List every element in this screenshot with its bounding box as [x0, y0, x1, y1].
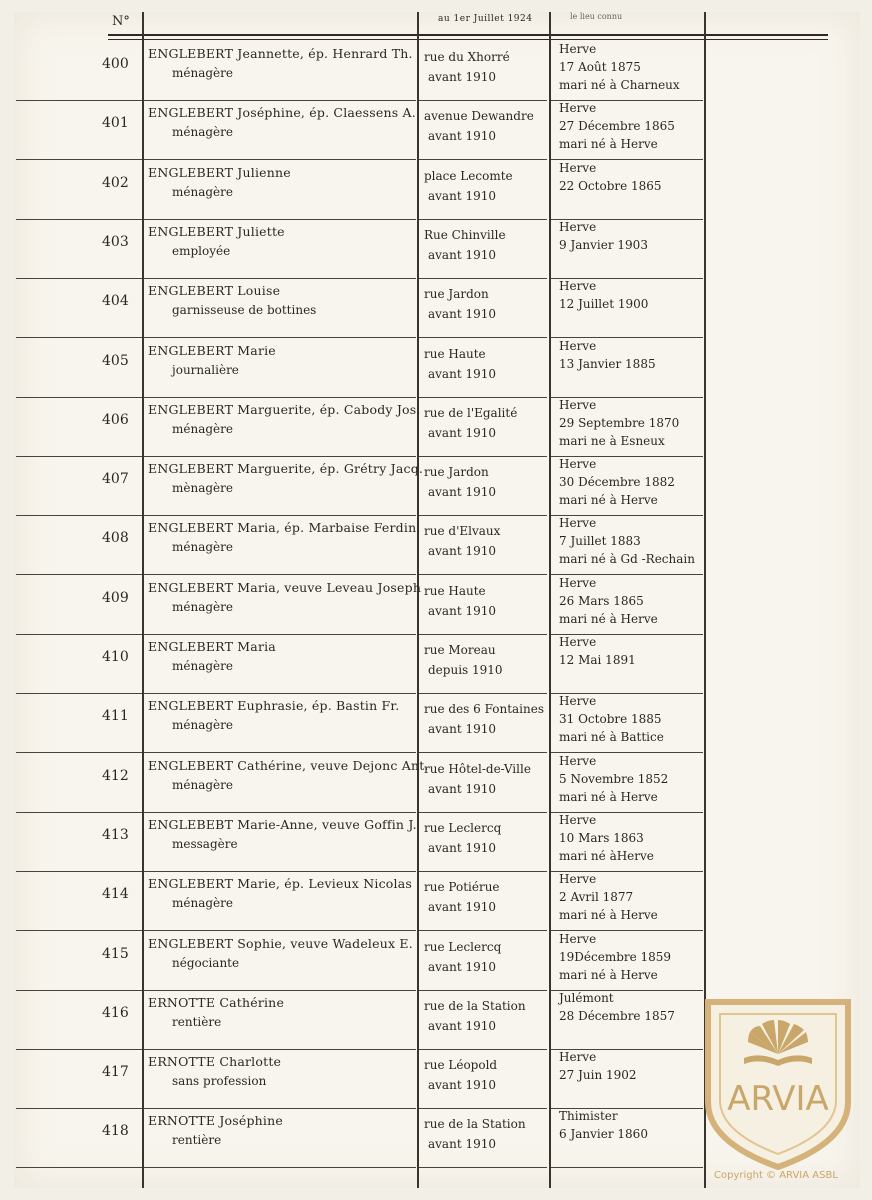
entry-since: avant 1910: [428, 603, 496, 618]
entry-spouse: mari né à Herve: [559, 908, 658, 923]
entry-number: 404: [102, 293, 129, 310]
entry-street: rue de la Station: [424, 1117, 526, 1132]
entry-since: avant 1910: [428, 307, 496, 322]
entry-occupation: ménagère: [172, 896, 233, 911]
entry-street: rue Moreau: [424, 643, 496, 657]
entry-name: ENGLEBERT Jeannette, ép. Henrard Th.: [148, 46, 413, 61]
entry-spouse: mari né à Herve: [559, 611, 658, 626]
entry-birth-place: Herve: [559, 753, 597, 768]
entry-birth-date: 6 Janvier 1860: [559, 1127, 648, 1142]
entry-birth-date: 5 Novembre 1852: [559, 771, 669, 786]
table-row: [14, 457, 860, 516]
entry-birth-date: 17 Août 1875: [559, 60, 641, 74]
entry-since: avant 1910: [428, 781, 496, 796]
entry-name: ENGLEBERT Marguerite, ép. Grétry Jacq.: [148, 461, 424, 477]
entry-name: ENGLEBERT Julienne: [148, 164, 291, 180]
header-date-label: au 1er Juillet 1924: [438, 14, 533, 24]
entry-number: 406: [102, 411, 129, 428]
header-rule: [108, 34, 828, 36]
table-row: [14, 101, 860, 160]
entry-name: ENGLEBERT Louise: [148, 283, 281, 299]
entry-birth-place: Herve: [559, 457, 597, 472]
entry-birth-date: 13 Janvier 1885: [559, 356, 656, 371]
entry-birth-place: Julémont: [559, 990, 614, 1005]
entry-name: ENGLEBERT Marie: [148, 342, 276, 358]
entry-street: rue Jardon: [424, 465, 489, 480]
table-row: [14, 516, 860, 575]
entry-birth-place: Herve: [559, 635, 597, 649]
entry-name: ENGLEBERT Maria, ép. Marbaise Ferdin.: [148, 520, 421, 536]
entry-birth-date: 19Décembre 1859: [559, 949, 672, 964]
entry-occupation: rentière: [172, 1133, 222, 1148]
entry-street: rue d'Elvaux: [424, 524, 501, 539]
entry-birth-place: Herve: [559, 812, 597, 827]
entry-occupation: mènagère: [172, 481, 233, 496]
entry-birth-place: Herve: [559, 219, 597, 234]
header-rule-thin: [108, 39, 828, 40]
header-col4-label: le lieu connu: [570, 12, 623, 21]
entry-street: rue du Xhorré: [424, 50, 510, 64]
entry-occupation: ménagère: [172, 125, 233, 140]
entry-birth-date: 22 Octobre 1865: [559, 178, 662, 193]
entry-spouse: mari né à Battice: [559, 730, 664, 745]
entry-birth-place: Herve: [559, 160, 597, 175]
table-row: [14, 754, 860, 813]
entry-since: avant 1910: [428, 722, 496, 737]
entry-name: ENGLEBERT Sophie, veuve Wadeleux E.: [148, 935, 413, 951]
entry-birth-place: Herve: [559, 279, 597, 294]
entry-number: 409: [102, 589, 129, 606]
entry-street: rue Potiérue: [424, 880, 500, 895]
entry-street: rue Haute: [424, 583, 486, 598]
entry-since: avant 1910: [428, 544, 496, 559]
entry-number: 411: [102, 708, 129, 725]
row-separator: [551, 1167, 703, 1168]
entry-street: rue des 6 Fontaines: [424, 702, 545, 717]
entry-name: ENGLEBERT Euphrasie, ép. Bastin Fr.: [148, 698, 400, 714]
entry-number: 416: [102, 1004, 129, 1021]
entry-occupation: ménagère: [172, 184, 233, 199]
entry-name: ENGLEBERT Marie, ép. Levieux Nicolas: [148, 876, 412, 892]
entry-street: rue Haute: [424, 346, 486, 361]
entry-birth-date: 12 Mai 1891: [559, 653, 636, 667]
entry-spouse: mari né à Charneux: [559, 78, 680, 92]
entry-street: rue de l'Egalité: [424, 405, 518, 420]
entry-birth-date: 7 Juillet 1883: [559, 534, 641, 549]
row-separator: [419, 1167, 547, 1168]
entry-occupation: ménagère: [172, 66, 233, 80]
row-separator: [16, 1167, 142, 1168]
entry-spouse: mari né àHerve: [559, 848, 654, 863]
entry-birth-place: Herve: [559, 397, 597, 412]
entry-number: 400: [102, 56, 129, 72]
entry-street: rue Jardon: [424, 287, 489, 302]
entry-birth-date: 28 Décembre 1857: [559, 1008, 675, 1023]
entry-birth-date: 29 Septembre 1870: [559, 415, 680, 430]
entry-since: avant 1910: [428, 188, 496, 203]
entry-number: 401: [102, 115, 129, 132]
entry-birth-date: 31 Octobre 1885: [559, 712, 662, 727]
entry-birth-place: Herve: [559, 1050, 597, 1065]
entry-number: 407: [102, 471, 129, 488]
entry-street: Rue Chinville: [424, 227, 506, 242]
entry-name: ERNOTTE Cathérine: [148, 994, 285, 1010]
table-row: [14, 339, 860, 398]
entry-street: rue Leclercq: [424, 939, 502, 954]
entry-spouse: mari né à Herve: [559, 789, 658, 804]
entry-street: rue Leclercq: [424, 820, 502, 835]
entry-birth-place: Thimister: [559, 1109, 618, 1124]
table-row: [14, 220, 860, 279]
entry-occupation: sans profession: [172, 1074, 267, 1089]
entry-birth-date: 12 Juillet 1900: [559, 297, 649, 312]
table-row: [14, 635, 860, 694]
entry-street: avenue Dewandre: [424, 109, 534, 124]
logo-text: ARVIA: [727, 1079, 829, 1119]
table-row: [14, 279, 860, 338]
entry-birth-date: 9 Janvier 1903: [559, 237, 648, 252]
entry-birth-place: Herve: [559, 694, 597, 709]
entry-since: avant 1910: [428, 485, 496, 500]
entry-number: 405: [102, 352, 129, 369]
entry-since: avant 1910: [428, 425, 496, 440]
entry-number: 402: [102, 174, 129, 191]
register-page: [14, 12, 860, 1188]
entry-occupation: messagère: [172, 836, 238, 851]
entry-number: 418: [102, 1123, 129, 1140]
entry-number: 403: [102, 233, 129, 250]
entry-spouse: mari né à Herve: [559, 967, 658, 982]
table-row: [14, 398, 860, 457]
entry-occupation: ménagère: [172, 599, 233, 614]
entry-since: avant 1910: [428, 1018, 496, 1033]
entry-birth-place: Herve: [559, 575, 597, 590]
entry-birth-date: 26 Mars 1865: [559, 593, 644, 608]
table-row: [14, 694, 860, 753]
entry-since: avant 1910: [428, 70, 496, 84]
entry-name: ENGLEBERT Cathérine, veuve Dejonc Ant.: [148, 757, 429, 773]
entry-occupation: ménagère: [172, 659, 233, 673]
entry-spouse: mari né à Gd -Rechain: [559, 552, 695, 567]
entry-number: 413: [102, 826, 129, 843]
entry-since: avant 1910: [428, 247, 496, 262]
table-row: [14, 813, 860, 872]
entry-occupation: rentière: [172, 1014, 222, 1029]
entry-occupation: ménagère: [172, 421, 233, 436]
entry-number: 417: [102, 1064, 129, 1081]
entry-since: avant 1910: [428, 129, 496, 144]
entry-birth-place: Herve: [559, 516, 597, 531]
entry-birth-date: 27 Juin 1902: [559, 1068, 637, 1083]
entry-since: avant 1910: [428, 366, 496, 381]
entry-name: ENGLEBEBT Marie-Anne, veuve Goffin J.: [148, 816, 417, 832]
entry-occupation: ménagère: [172, 718, 233, 733]
entry-birth-date: 2 Avril 1877: [559, 890, 634, 905]
table-row: [14, 161, 860, 220]
entry-name: ENGLEBERT Juliette: [148, 223, 285, 239]
row-separator: [144, 1167, 416, 1168]
table-row: [14, 42, 860, 101]
entry-since: avant 1910: [428, 900, 496, 915]
entry-birth-place: Herve: [559, 42, 597, 56]
entry-name: ENGLEBERT Maria, veuve Leveau Joseph: [148, 579, 422, 595]
entry-name: ERNOTTE Joséphine: [148, 1113, 283, 1129]
entry-since: avant 1910: [428, 840, 496, 855]
entry-birth-place: Herve: [559, 101, 597, 116]
entry-occupation: employée: [172, 243, 231, 258]
entry-name: ENGLEBERT Marguerite, ép. Cabody Jos.: [148, 401, 421, 417]
entry-number: 412: [102, 767, 129, 784]
entry-spouse: mari ne à Esneux: [559, 433, 665, 448]
entry-occupation: journalière: [172, 362, 239, 377]
entry-birth-place: Herve: [559, 931, 597, 946]
table-row: [14, 872, 860, 931]
entry-since: avant 1910: [428, 1078, 496, 1093]
entry-occupation: ménagère: [172, 540, 233, 555]
entry-since: avant 1910: [428, 959, 496, 974]
table-row: [14, 932, 860, 991]
entry-spouse: mari né à Herve: [559, 493, 658, 508]
entry-occupation: garnisseuse de bottines: [172, 303, 317, 318]
entry-name: ERNOTTE Charlotte: [148, 1054, 282, 1070]
entry-street: place Lecomte: [424, 168, 513, 183]
arvia-logo: [698, 992, 858, 1172]
entry-birth-place: Herve: [559, 872, 597, 887]
header-number-label: N°: [112, 14, 130, 29]
entry-number: 415: [102, 945, 129, 962]
entry-birth-place: Herve: [559, 338, 597, 353]
entry-number: 410: [102, 649, 129, 665]
entry-occupation: ménagère: [172, 777, 233, 792]
entry-occupation: négociante: [172, 955, 240, 970]
entry-birth-date: 27 Décembre 1865: [559, 119, 675, 134]
entry-birth-date: 30 Décembre 1882: [559, 475, 675, 490]
entry-name: ENGLEBERT Maria: [148, 639, 276, 654]
entry-since: depuis 1910: [428, 663, 503, 677]
table-row: [14, 576, 860, 635]
entry-spouse: mari né à Herve: [559, 137, 658, 152]
copyright-text: Copyright © ARVIA ASBL: [714, 1170, 838, 1181]
entry-birth-date: 10 Mars 1863: [559, 830, 644, 845]
entry-street: rue Léopold: [424, 1058, 498, 1073]
entry-street: rue de la Station: [424, 998, 526, 1013]
entry-name: ENGLEBERT Joséphine, ép. Claessens A.: [148, 105, 416, 121]
entry-number: 408: [102, 530, 129, 547]
entry-since: avant 1910: [428, 1137, 496, 1152]
entry-number: 414: [102, 886, 129, 903]
entry-street: rue Hôtel-de-Ville: [424, 761, 531, 776]
